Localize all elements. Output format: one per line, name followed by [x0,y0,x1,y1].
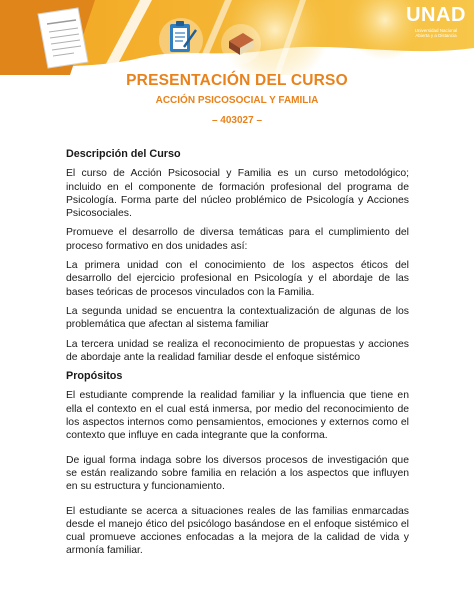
description-paragraph: La tercera unidad se realiza el reconocimiento de propuestas y acciones de abordaje ante la realidad familiar desde el enfoque sistémico [66,338,409,363]
clipboard-icon [159,18,203,62]
description-paragraph: La segunda unidad se encuentra la contextualización de algunas de los problemática que afectan al sistema familiar [66,305,409,331]
header-banner [0,0,474,75]
purposes-paragraph: De igual forma indaga sobre los diversos procesos de investigación que se están realizando sobre familia en relación a los aspectos que influyen en su estructura y funcionamiento. [66,454,409,493]
logo-subtitle: Universidad Nacional Abierta y a Distancia [414,28,458,38]
document-body [66,148,409,564]
page-title: PRESENTACIÓN DEL CURSO [126,72,348,89]
description-paragraph: El curso de Acción Psicosocial y Familia es un curso metodológico; incluido en el componente de formación profesional del programa de Psicología. Forma parte del núcleo problémico de Psicología y Acciones Psicosociales. [66,168,409,220]
description-heading: Descripción del Curso [66,148,181,160]
description-paragraph: Promueve el desarrollo de diversa temáticas para el cumplimiento del proceso formativo en dos unidades así: [66,227,409,252]
purposes-heading: Propósitos [66,370,123,383]
purposes-paragraph: El estudiante comprende la realidad familiar y la influencia que tiene en ella el contexto en el cual está inmersa, por medio del reconocimiento de los aspectos internos como pensamientos, emociones y externos como el contexto que influye en cada integrante que la conforma. [66,390,409,442]
description-paragraph: La primera unidad con el conocimiento de los aspectos éticos del desarrollo del ejercicio profesional en Psicología y el abordaje de las bases teóricas de procesos vinculados con la Familia. [66,260,409,298]
course-code: – 403027 – [211,115,263,126]
unad-logo [406,4,466,46]
purposes-paragraph: El estudiante se acerca a situaciones reales de las familias enmarcadas desde el manejo ético del psicólogo basándose en el enfoque sistémico el cual promueve acciones enfocadas a la mejora de la calidad de vida y armonía familiar. [66,505,409,557]
course-name: ACCIÓN PSICOSOCIAL Y FAMILIA [155,95,319,106]
book-icon [221,24,261,64]
logo-text: UNAD [406,4,466,26]
